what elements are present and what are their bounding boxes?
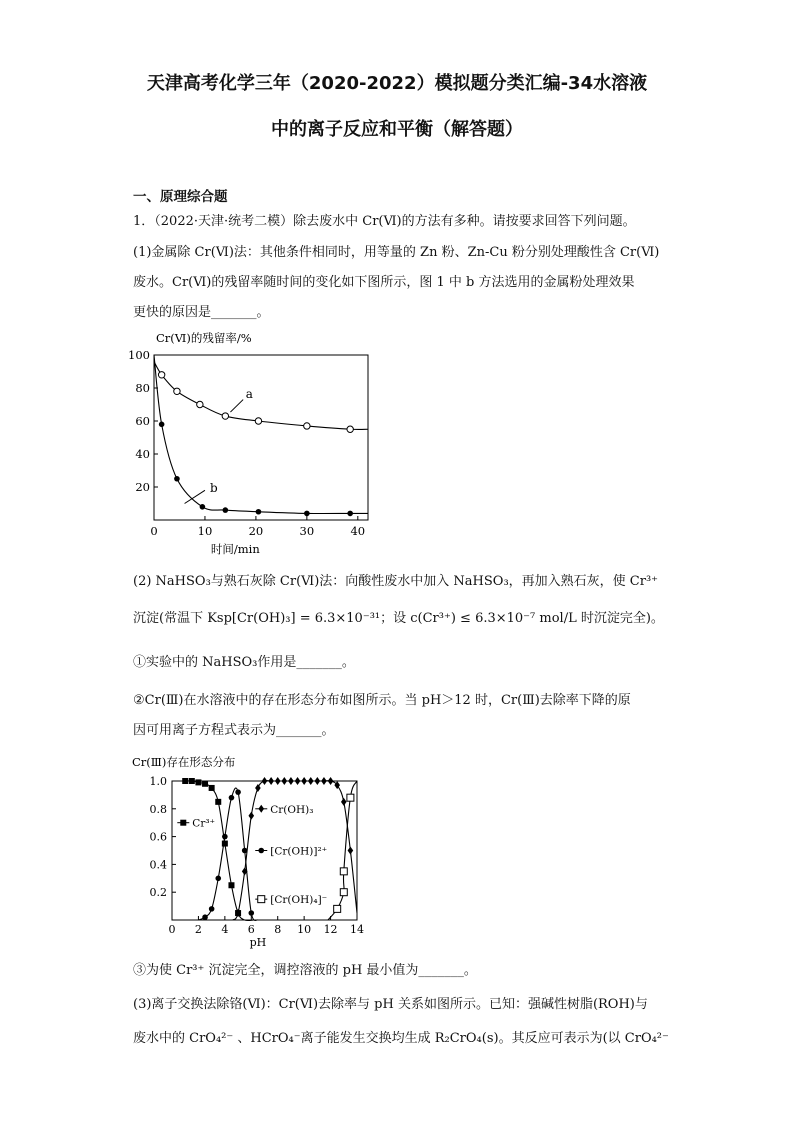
series-point-2 (222, 834, 228, 840)
x-tick-label: 14 (350, 923, 364, 936)
x-axis-label: pH (249, 936, 267, 949)
y-tick-label: 0.4 (149, 858, 167, 872)
legend-marker-3 (258, 896, 265, 903)
question-part2-c: ③为使 Cr³⁺ 沉淀完全，调控溶液的 pH 最小值为_______。 (133, 963, 477, 978)
series-point-1 (301, 777, 307, 785)
series-b-point (159, 422, 165, 428)
question-part1-line2: 废水。Cr(Ⅵ)的残留率随时间的变化如下图所示，图 1 中 b 方法选用的金属粉处理效果 (133, 275, 635, 290)
question-part3-line1: (3)离子交换法除铬(Ⅵ)：Cr(Ⅵ)去除率与 pH 关系如图所示。已知：强碱性树脂(ROH)与 (133, 997, 648, 1012)
series-point-0 (215, 799, 221, 805)
document-title-line2: 中的离子反应和平衡（解答题） (271, 119, 523, 140)
legend-label-1: Cr(OH)₃ (270, 803, 314, 816)
series-point-1 (308, 777, 314, 785)
series-point-3 (340, 868, 347, 875)
series-b-point (304, 511, 310, 517)
question-part1-line3: 更快的原因是_______。 (133, 305, 270, 320)
series-a-point (197, 401, 203, 407)
series-point-0 (209, 785, 215, 791)
series-point-1 (275, 777, 281, 785)
series-a-label: a (245, 386, 253, 401)
series-b-point (256, 509, 262, 515)
question-part1-line1: (1)金属除 Cr(Ⅵ)法：其他条件相同时，用等量的 Zn 粉、Zn-Cu 粉分别处理酸性含 Cr(Ⅵ) (133, 245, 660, 260)
series-point-1 (248, 812, 254, 820)
chart-title: Cr(Ⅲ)存在形态分布 (132, 755, 236, 769)
y-axis-label: Cr(Ⅵ)的残留率/% (156, 331, 252, 345)
x-tick-label: 20 (248, 524, 264, 538)
legend-marker-1 (258, 805, 264, 813)
series-point-1 (348, 847, 354, 855)
y-tick-label: 0.8 (149, 802, 167, 816)
series-line-2 (198, 788, 257, 920)
series-point-1 (328, 777, 334, 785)
x-tick-label: 40 (350, 524, 366, 538)
series-a-point (255, 418, 261, 424)
series-point-1 (321, 777, 327, 785)
series-b-line (154, 355, 368, 514)
y-tick-label: 20 (135, 480, 150, 494)
series-b-point (223, 507, 229, 513)
series-point-1 (268, 777, 274, 785)
series-a-point (347, 426, 353, 432)
series-point-0 (195, 779, 201, 785)
plot-frame (154, 355, 368, 520)
series-point-3 (334, 905, 341, 912)
series-point-3 (340, 889, 347, 896)
series-point-3 (347, 794, 354, 801)
x-tick-label: 30 (299, 524, 315, 538)
y-tick-label: 100 (128, 348, 150, 362)
series-b-point (200, 504, 206, 510)
x-tick-label: 8 (274, 923, 282, 936)
question-part2-b-line1: ②Cr(Ⅲ)在水溶液中的存在形态分布如图所示。当 pH＞12 时，Cr(Ⅲ)去除率下降的原 (133, 693, 631, 708)
y-tick-label: 60 (135, 414, 150, 428)
x-tick-label: 10 (297, 923, 312, 936)
series-point-2 (242, 848, 248, 854)
series-point-2 (229, 795, 235, 801)
question-intro: 1．（2022·天津·统考二模）除去废水中 Cr(Ⅵ)的方法有多种。请按要求回答下列问题。 (133, 214, 636, 229)
x-tick-label: 4 (221, 923, 229, 936)
series-a-point (222, 413, 228, 419)
section-heading: 一、原理综合题 (133, 189, 228, 205)
question-part2-b-line2: 因可用离子方程式表示为_______。 (133, 723, 335, 738)
series-point-0 (202, 781, 208, 787)
legend-label-0: Cr³⁺ (192, 817, 216, 830)
series-a-point (158, 372, 164, 378)
question-part2-line1: (2) NaHSO₃与熟石灰除 Cr(Ⅵ)法：向酸性废水中加入 NaHSO₃，再加入熟石灰，使 Cr³⁺ (133, 574, 659, 589)
series-point-1 (282, 777, 288, 785)
series-point-0 (228, 882, 234, 888)
series-point-2 (209, 906, 215, 912)
series-a-point (304, 423, 310, 429)
question-part2-line2: 沉淀(常温下 Ksp[Cr(OH)₃] = 6.3×10⁻³¹；设 c(Cr³⁺) ≤ 6.3×10⁻⁷ mol/L 时沉淀完全)。 (133, 611, 664, 626)
series-point-2 (202, 914, 208, 920)
document-title-line1: 天津高考化学三年（2020-2022）模拟题分类汇编-34水溶液 (146, 73, 648, 94)
y-tick-label: 0.2 (149, 886, 167, 900)
residual-rate-chart (120, 328, 390, 563)
x-tick-label: 0 (150, 524, 158, 538)
legend-label-2: [Cr(OH)]²⁺ (270, 845, 328, 858)
series-point-2 (235, 789, 241, 795)
x-tick-label: 2 (194, 923, 202, 936)
y-tick-label: 80 (135, 381, 150, 395)
series-point-1 (315, 777, 321, 785)
question-part3-line2: 废水中的 CrO₄²⁻ 、HCrO₄⁻离子能发生交换均生成 R₂CrO₄(s)。其反应可表示为(以 CrO₄²⁻ (133, 1031, 669, 1046)
series-point-0 (182, 778, 188, 784)
series-b-point (174, 476, 180, 482)
x-tick-label: 10 (197, 524, 213, 538)
y-tick-label: 0.6 (149, 830, 167, 844)
x-tick-label: 0 (168, 923, 176, 936)
question-part2-a: ①实验中的 NaHSO₃作用是_______。 (133, 655, 355, 670)
series-point-1 (295, 777, 301, 785)
series-point-2 (215, 876, 221, 882)
x-tick-label: 12 (323, 923, 338, 936)
x-axis-label: 时间/min (210, 542, 260, 556)
legend-marker-2 (258, 848, 264, 854)
series-point-0 (189, 778, 195, 784)
y-tick-label: 40 (135, 447, 150, 461)
series-point-1 (341, 798, 347, 806)
legend-label-3: [Cr(OH)₄]⁻ (270, 894, 328, 907)
series-point-0 (222, 841, 228, 847)
speciation-chart (130, 752, 380, 952)
series-b-point (347, 511, 353, 517)
legend-marker-0 (180, 820, 186, 826)
series-point-1 (288, 777, 294, 785)
series-point-2 (248, 910, 254, 916)
series-a-point (174, 388, 180, 394)
series-b-label: b (210, 480, 218, 495)
y-tick-label: 1.0 (149, 775, 167, 788)
series-a-leader (230, 400, 243, 413)
series-point-1 (262, 777, 268, 785)
x-tick-label: 6 (247, 923, 255, 936)
